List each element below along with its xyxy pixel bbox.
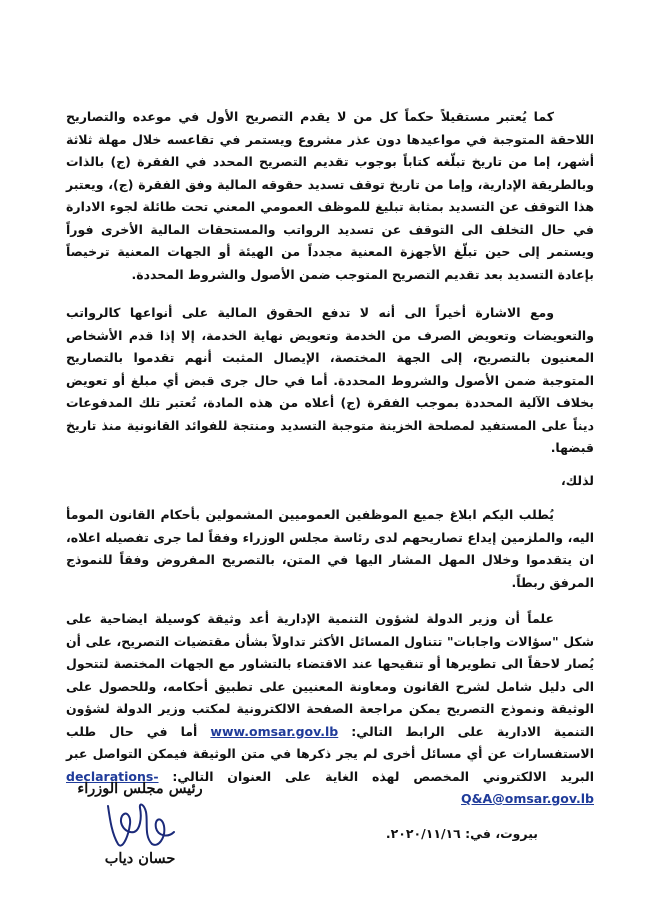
signatory-title: رئيس مجلس الوزراء: [77, 780, 203, 797]
letter-body: [66, 106, 594, 845]
guidance-text: علماً أن وزير الدولة لشؤون التنمية الإدارية أعد وثيقة كوسيلة ايضاحية على شكل "سؤالات واجابات" تتناول المسائل الأكثر تداولاً بشأن مقتضيات التصريح، على أن يُصار لاحقاً الى تطويرها أو تنقيحها عند الاقتضاء بالتشاور مع الجهات المختصة لتتحول الى دليل شامل لشرح القانون ومعاونة المعنيين على تطبيق أحكامه، وللحصول على الوثيقة ونموذج التصريح يمكن مراجعة الصفحة الالكترونية لمكتب وزير الدولة لشؤون التنمية الادارية على الرابط التالي:: [66, 611, 594, 739]
guidance-text-2: أما في حال طلب الاستفسارات عن أي مسائل أخرى لم يجر ذكرها في متن الوثيقة فيمكن التواصل عبر البريد الالكتروني المخصص لهذه الغاية على العنوان التالي:: [66, 723, 595, 784]
paragraph-payment-conditions: ومع الاشارة أخيراً الى أنه لا تدفع الحقوق المالية على أنواعها كالرواتب والتعويضات وتعويض الصرف من الخدمة وتعويض نهاية الخدمة، إلا إذا قدم الأشخاص المعنيون بالتصريح، إلى الجهة المختصة، الإيصال المثبت أنهم تقدموا بالتصاريح المتوجبة ضمن الأصول والشروط المحددة. أما في حال جرى قبض أي مبلغ أو تعويض بخلاف الآلية المحددة بموجب الفقرة (ج) أعلاه من هذه المادة، تُعتبر تلك المدفوعات ديناً على المستفيد لمصلحة الخزينة متوجبة التسديد ومنتجة للفوائد القانونية منذ تاريخ قبضها.: [66, 305, 594, 455]
signatory-name: حسان دياب: [104, 850, 176, 867]
paragraph-resignation: كما يُعتبر مستقيلاً حكماً كل من لا يقدم التصريح الأول في موعده والتصاريح اللاحقة المتوجبة في مواعيدها دون عذر مشروع ويستمر في تقاعسه خلال مهلة ثلاثة أشهر، إما من تاريخ تبلّغه كتاباً بوجوب تقديم التصريح المحدد في الفقرة (ج) بالذات وبالطريقة الإدارية، وإما من تاريخ توقف تسديد حقوقه المالية وفق الفقرة (ج)، ويعتبر هذا التوقف عن التسديد بمثابة تبليغ للموظف العمومي المعني تحت طائلة لجوء الادارة في حال التخلف الى التوقف عن تسديد الرواتب والمستحقات المالية الأخرى فوراً ويستمر إلى حين تبلّغ الأجهزة المعنية مجدداً من الهيئة أو الجهات المعنية ترخيصاً بإعادة التسديد بعد تقديم التصريح المتوجب ضمن الأصول والشروط المحددة.: [66, 109, 594, 282]
email-link[interactable]: declarations-Q&A@omsar.gov.lb: [66, 768, 594, 806]
letter-date: بيروت، في: ٢٠٢٠/١١/١٦.: [385, 825, 538, 841]
paragraph-request: يُطلب اليكم ابلاغ جميع الموظفين العموميين المشمولين بأحكام القانون المومأ اليه، والملزمين إيداع تصاريحهم لدى رئاسة مجلس الوزراء وفقاً لما جرى تفصيله اعلاه، ان يتقدموا وخلال المهل المشار اليها في المتن، بالتصريح المفروض وفقاً للنموذج المرفق ربطاً.: [66, 507, 594, 590]
paragraph-therefore: لذلك،: [561, 472, 594, 488]
website-link[interactable]: www.omsar.gov.lb: [210, 723, 339, 739]
signature-block: [60, 780, 220, 890]
handwritten-signature-icon: [100, 798, 180, 854]
